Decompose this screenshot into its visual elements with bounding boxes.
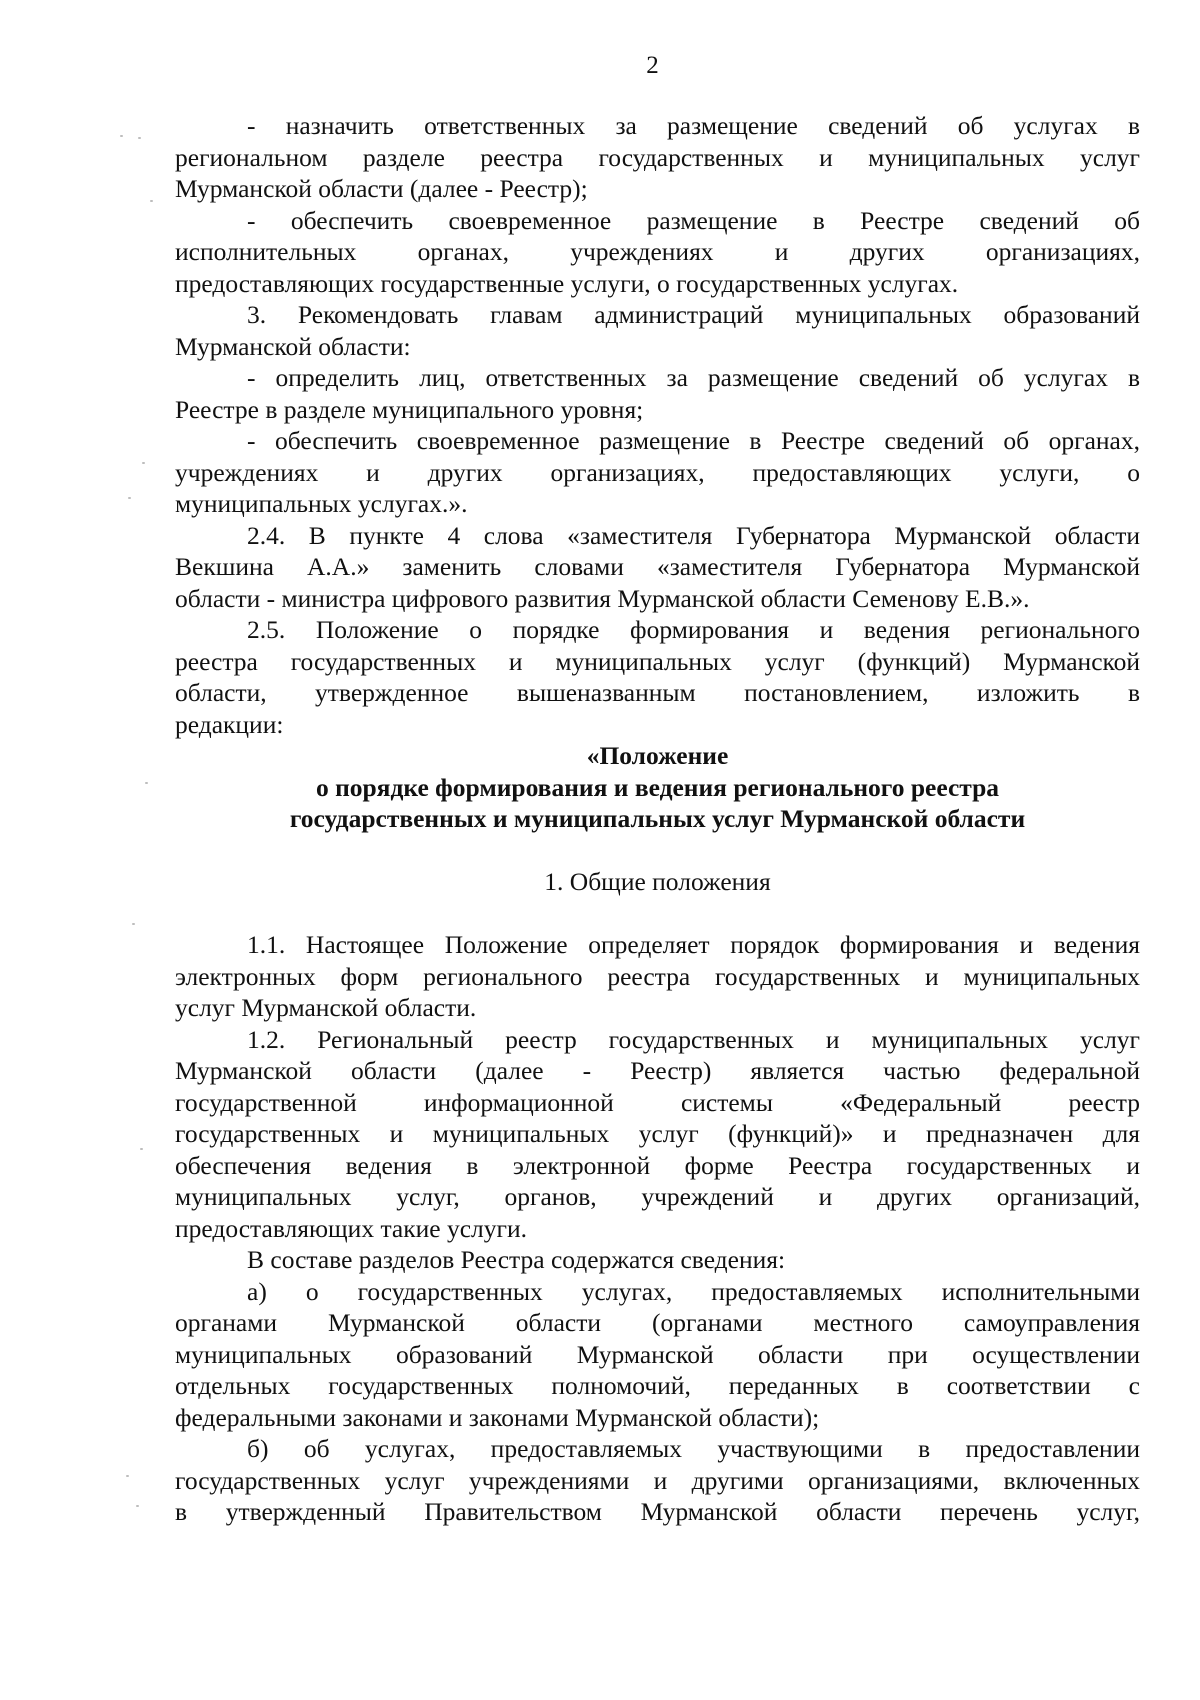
text-line: исполнительных органах, учреждениях и других организациях, xyxy=(175,237,1140,266)
text-line: услуг Мурманской области. xyxy=(175,993,477,1022)
scan-speck xyxy=(140,1148,143,1150)
text-line: обеспечения ведения в электронной форме Реестра государственных и xyxy=(175,1150,1140,1180)
document-body xyxy=(175,110,1140,1528)
text-line: 3. Рекомендовать главам администраций муниципальных образований xyxy=(247,300,1140,329)
page-number: 2 xyxy=(646,52,659,79)
text-line: Векшина А.А.» заменить словами «заместителя Губернатора Мурманской xyxy=(175,552,1140,581)
heading-line: «Положение xyxy=(586,741,729,770)
text-line: муниципальных образований Мурманской области при осуществлении xyxy=(175,1339,1140,1369)
text-line: государственных услуг учреждениями и другими организациями, включенных xyxy=(175,1465,1140,1495)
text-line: реестра государственных и муниципальных услуг (функций) Мурманской xyxy=(175,646,1140,676)
text-line: 2.4. В пункте 4 слова «заместителя Губернатора Мурманской области xyxy=(247,520,1140,550)
text-line: 1.2. Региональный реестр государственных и муниципальных услуг xyxy=(247,1024,1140,1054)
scan-speck xyxy=(142,462,145,464)
text-line: редакции: xyxy=(175,709,284,739)
text-line: Мурманской области (далее - Реестр); xyxy=(175,174,588,203)
text-line: Мурманской области (далее - Реестр) является частью федеральной xyxy=(175,1056,1140,1085)
text-line: муниципальных услугах.». xyxy=(175,489,468,518)
text-line: - назначить ответственных за размещение сведений об услугах в xyxy=(247,111,1140,140)
heading-line: о порядке формирования и ведения регионального реестра xyxy=(315,772,1000,802)
text-line: предоставляющих такие услуги. xyxy=(175,1213,527,1243)
text-line: учреждениях и других организациях, предоставляющих услуги, о xyxy=(175,457,1140,487)
text-line: б) об услугах, предоставляемых участвующими в предоставлении xyxy=(247,1434,1140,1463)
text-line: области - министра цифрового развития Мурманской области Семенову Е.В.». xyxy=(175,583,1030,613)
scan-speck xyxy=(145,782,148,784)
heading-line: государственных и муниципальных услуг Мурманской области xyxy=(289,804,1026,833)
scan-speck xyxy=(126,1475,129,1477)
scan-speck xyxy=(138,137,141,139)
text-line: В составе разделов Реестра содержатся сведения: xyxy=(247,1245,786,1274)
text-line: органами Мурманской области (органами местного самоуправления xyxy=(175,1308,1140,1337)
text-line: предоставляющих государственные услуги, о государственных услугах. xyxy=(175,268,959,298)
text-line: электронных форм регионального реестра государственных и муниципальных xyxy=(175,961,1140,991)
text-line: государственных и муниципальных услуг (функций)» и предназначен для xyxy=(175,1119,1140,1148)
text-line: отдельных государственных полномочий, переданных в соответствии с xyxy=(175,1371,1140,1400)
scan-speck xyxy=(132,923,135,925)
text-line: муниципальных услуг, органов, учреждений и других организаций, xyxy=(175,1182,1140,1211)
text-line: государственной информационной системы «Федеральный реестр xyxy=(175,1087,1140,1117)
text-line: региональном разделе реестра государственных и муниципальных услуг xyxy=(175,142,1140,172)
text-line: области, утвержденное вышеназванным постановлением, изложить в xyxy=(175,678,1140,707)
text-line: 1.1. Настоящее Положение определяет порядок формирования и ведения xyxy=(247,930,1140,959)
text-line: - обеспечить своевременное размещение в Реестре сведений об органах, xyxy=(247,426,1140,455)
text-line: Мурманской области: xyxy=(175,331,411,361)
text-line: 2.5. Положение о порядке формирования и ведения регионального xyxy=(247,615,1140,644)
section-title: 1. Общие положения xyxy=(544,867,771,896)
scan-speck xyxy=(136,1505,139,1507)
scan-speck xyxy=(150,200,153,202)
text-line: федеральными законами и законами Мурманской области); xyxy=(175,1402,820,1432)
scan-speck xyxy=(120,135,123,137)
scan-speck xyxy=(128,497,131,499)
regulation-heading xyxy=(175,740,1140,835)
text-line: - обеспечить своевременное размещение в Реестре сведений об xyxy=(247,205,1140,235)
text-line: Реестре в разделе муниципального уровня; xyxy=(175,394,644,424)
text-line: - определить лиц, ответственных за размещение сведений об услугах в xyxy=(247,363,1140,392)
text-line: в утвержденный Правительством Мурманской области перечень услуг, xyxy=(175,1497,1140,1526)
text-line: а) о государственных услугах, предоставляемых исполнительными xyxy=(247,1276,1140,1306)
